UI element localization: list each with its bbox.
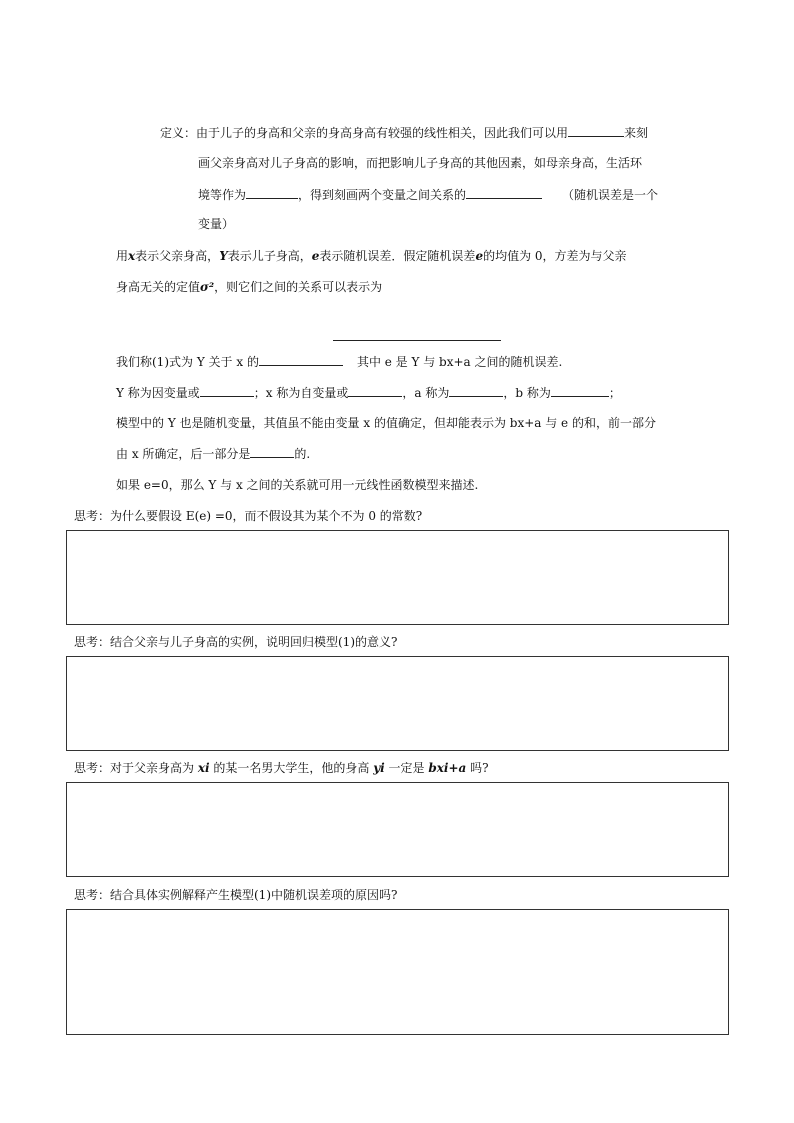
model-terms-line-3: 模型中的 Y 也是随机变量，其值虽不能由变量 x 的值确定，但却能表示为 bx+a 与 e 的和，前一部分 [116,416,656,430]
definition-text: 定义：由于儿子的身高和父亲的身高身高有较强的线性相关，因此我们可以用 [160,126,569,140]
answer-box-2[interactable] [66,656,729,751]
fill-blank[interactable] [568,124,624,137]
model-terms-line-1: 我们称(1)式为 Y 关于 x 的 其中 e 是 Y 与 bx+a 之间的随机误差. [116,355,563,369]
question-2: 思考：结合父亲与儿子身高的实例，说明回归模型(1)的意义? [74,635,398,649]
definition-line-2: 画父亲身高对儿子身高的影响，而把影响儿子身高的其他因素，如母亲身高，生活环 [198,156,643,170]
model-terms-line-4: 由 x 所确定，后一部分是 的. [116,447,311,461]
answer-box-3[interactable] [66,782,729,877]
model-intro-line-2: 身高无关的定值σ²，则它们之间的关系可以表示为 [116,280,383,294]
fill-blank[interactable] [466,186,542,199]
answer-box-1[interactable] [66,530,729,625]
answer-box-4[interactable] [66,909,729,1035]
question-1: 思考：为什么要假设 E(e) =0，而不假设其为某个不为 0 的常数? [74,509,423,523]
fill-blank[interactable] [200,384,254,397]
fill-blank[interactable] [449,384,503,397]
definition-line-3: 境等作为 ，得到刻画两个变量之间关系的 （随机误差是一个 [198,188,659,202]
fill-blank[interactable] [250,445,294,458]
question-3: 思考：对于父亲身高为 xi 的某一名男大学生，他的身高 yi 一定是 bxi+a 吗? [74,761,489,775]
fill-blank[interactable] [348,384,402,397]
fill-blank[interactable] [246,186,298,199]
model-terms-line-5: 如果 e=0，那么 Y 与 x 之间的关系就可用一元线性函数模型来描述. [116,478,479,492]
formula-blank[interactable] [333,328,501,341]
question-4: 思考：结合具体实例解释产生模型(1)中随机误差项的原因吗? [74,888,398,902]
model-intro-line-1: 用x表示父亲身高，Y表示儿子身高，e表示随机误差．假定随机误差e的均值为 0，方差为与父亲 [116,249,627,263]
fill-blank[interactable] [551,384,609,397]
definition-line-4: 变量） [198,217,235,231]
definition-line-1: 定义：由于儿子的身高和父亲的身高身高有较强的线性相关，因此我们可以用 来刻 [160,126,649,140]
model-terms-line-2: Y 称为因变量或 ；x 称为自变量或 ，a 称为 ，b 称为 ； [116,386,621,400]
fill-blank[interactable] [259,353,343,366]
